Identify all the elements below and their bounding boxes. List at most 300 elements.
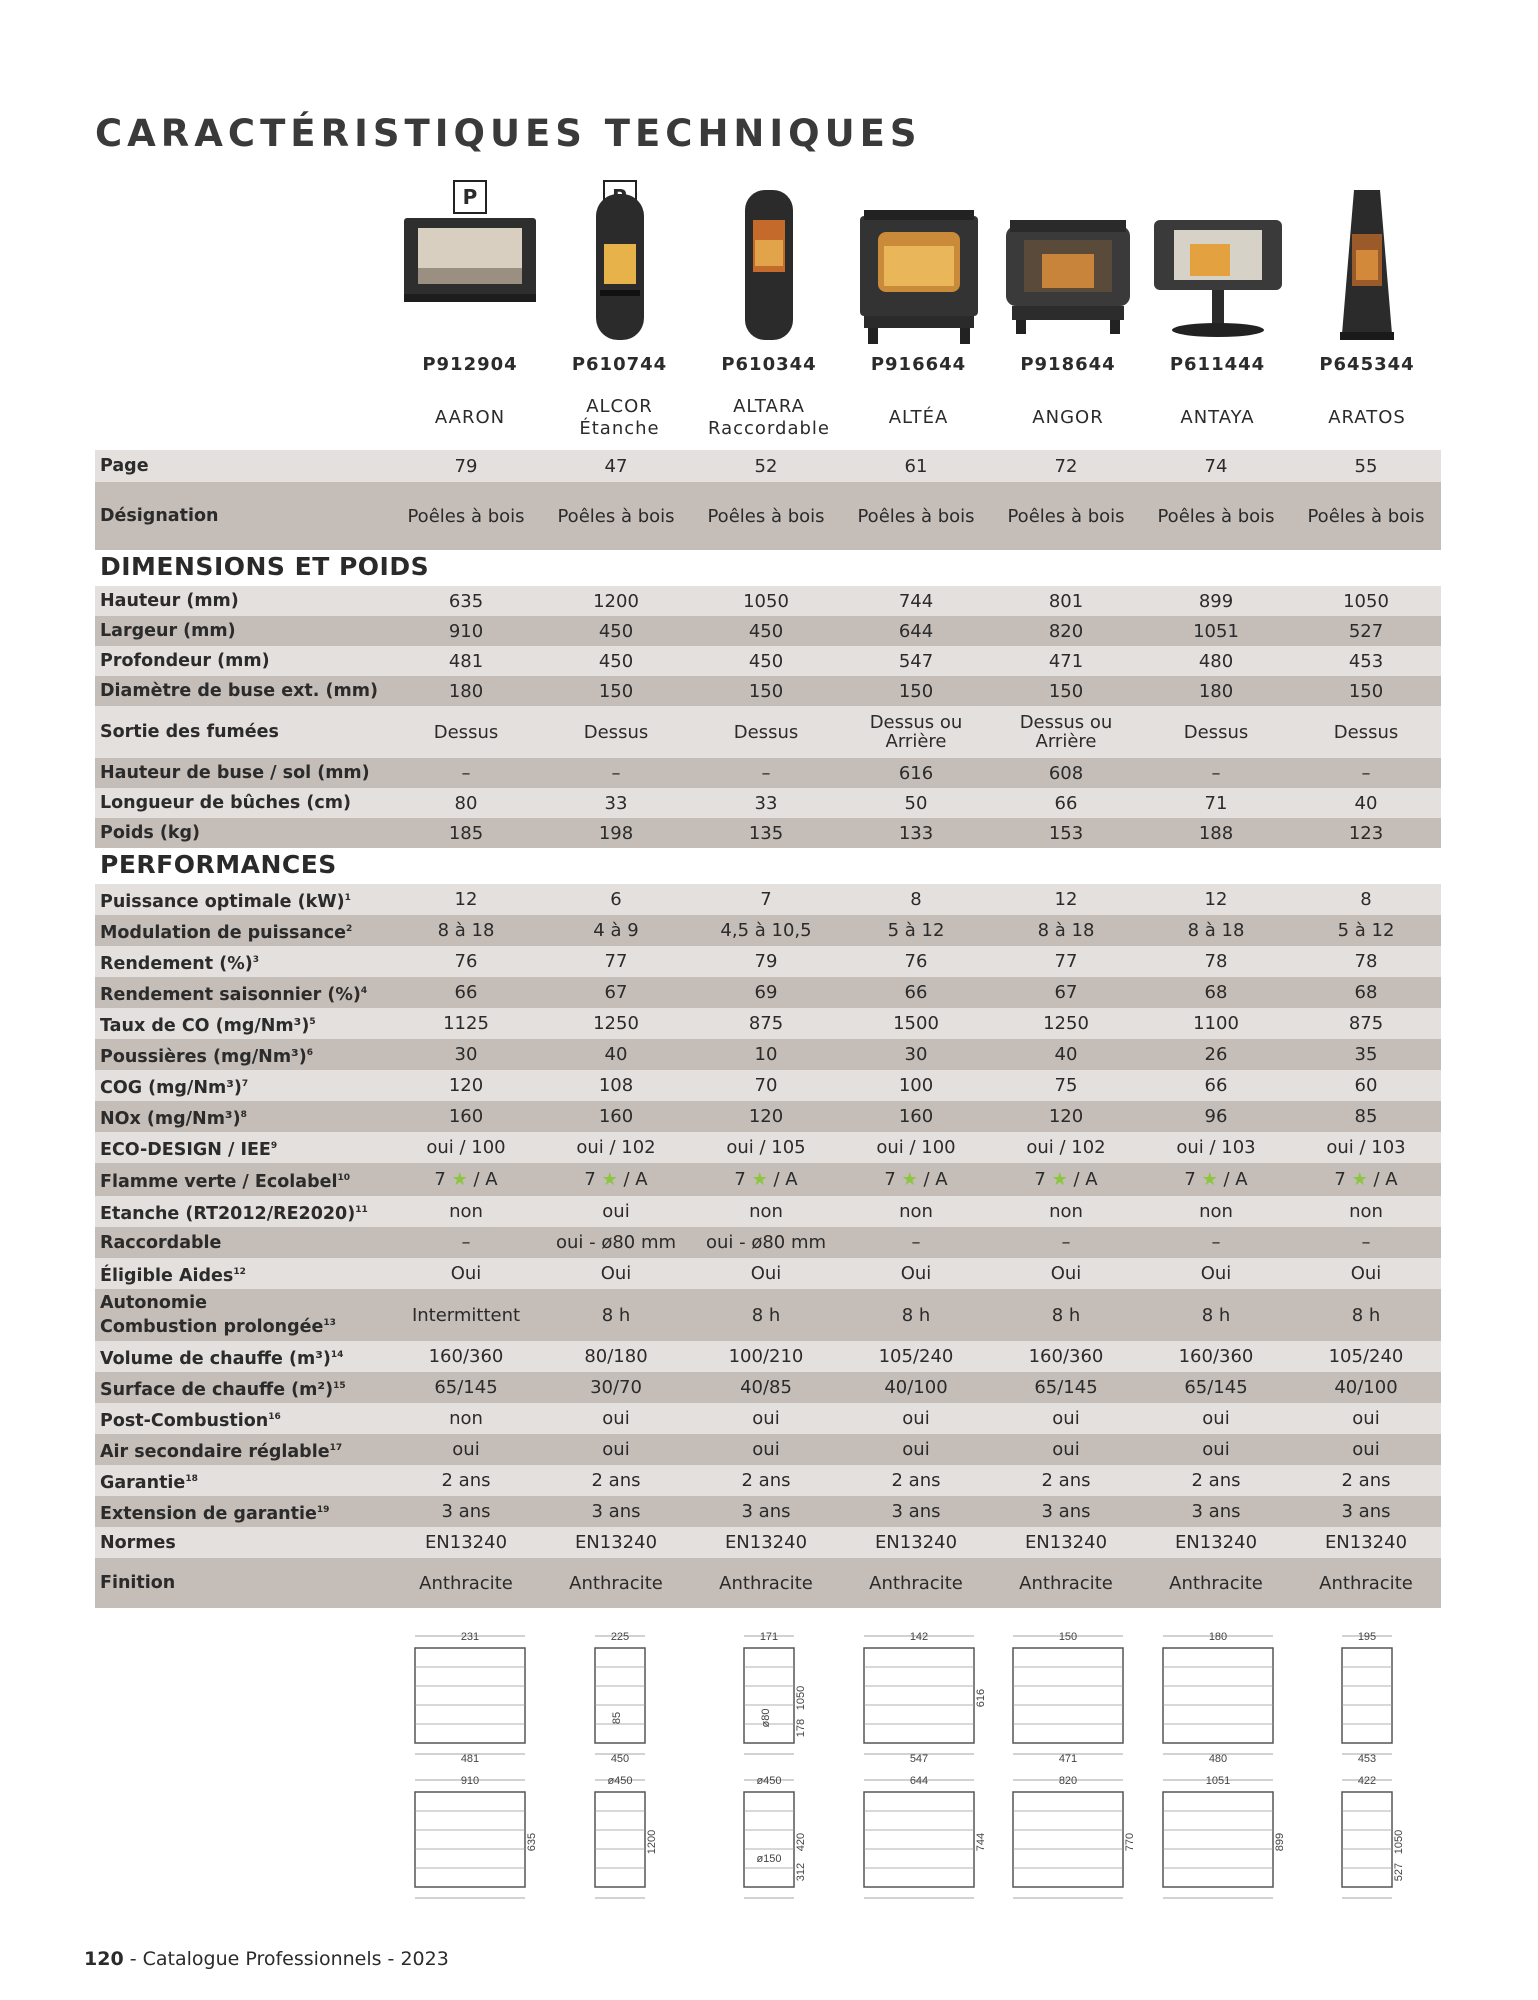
table-cell: 160 bbox=[898, 1106, 934, 1127]
table-cell: EN13240 bbox=[724, 1532, 808, 1553]
dimension-label: 547 bbox=[909, 1753, 928, 1765]
side-view-drawing bbox=[849, 1628, 989, 1768]
dimension-label: 820 bbox=[1058, 1775, 1078, 1787]
table-cell: 79 bbox=[454, 455, 478, 477]
table-cell: 65/145 bbox=[434, 1377, 498, 1398]
table-row bbox=[95, 1403, 1441, 1434]
table-cell: oui - ø80 mm bbox=[555, 1232, 677, 1253]
table-cell: 2 ans bbox=[591, 1470, 641, 1491]
table-cell: 899 bbox=[1198, 590, 1234, 612]
table-cell: – bbox=[461, 1232, 471, 1253]
table-cell: 72 bbox=[1054, 455, 1078, 477]
table-cell: oui bbox=[1352, 1408, 1380, 1429]
row-label: Flamme verte / Ecolabel$^{10}$ bbox=[100, 1171, 350, 1192]
table-cell: 67 bbox=[1054, 982, 1078, 1003]
dimension-label: 480 bbox=[1208, 1753, 1227, 1765]
dimension-label: 231 bbox=[460, 1631, 480, 1643]
table-cell: 160/360 bbox=[1028, 1346, 1104, 1367]
product-name: ALTÉA bbox=[888, 407, 949, 428]
table-cell: 105/240 bbox=[878, 1346, 954, 1367]
table-cell: non bbox=[899, 1201, 933, 1222]
table-cell: 180 bbox=[448, 680, 484, 702]
table-cell: 7 bbox=[760, 889, 772, 910]
table-cell: – bbox=[1061, 1232, 1071, 1253]
page-number: 120 bbox=[84, 1948, 124, 1970]
table-cell: 8 à 18 bbox=[437, 920, 495, 941]
table-cell: 40/100 bbox=[884, 1377, 948, 1398]
table-cell: 188 bbox=[1198, 822, 1234, 844]
table-cell: Oui bbox=[750, 1263, 782, 1284]
table-cell: Oui bbox=[1200, 1263, 1232, 1284]
row-label: Page bbox=[100, 456, 149, 476]
table-cell: Dessus bbox=[583, 721, 649, 743]
row-label: Air secondaire réglable$^{17}$ bbox=[100, 1441, 343, 1462]
row-label: ECO-DESIGN / IEE$^9$ bbox=[100, 1139, 278, 1160]
table-cell: 66 bbox=[454, 982, 478, 1003]
dimension-label: 527 bbox=[1393, 1862, 1405, 1882]
table-row bbox=[95, 1008, 1441, 1039]
table-cell: 3 ans bbox=[591, 1501, 641, 1522]
table-cell: 85 bbox=[1354, 1106, 1378, 1127]
table-cell: 450 bbox=[598, 650, 634, 672]
table-cell: 77 bbox=[604, 951, 628, 972]
table-cell: 3 ans bbox=[891, 1501, 941, 1522]
table-cell: 450 bbox=[748, 650, 784, 672]
table-cell: 40 bbox=[1054, 1044, 1078, 1065]
table-cell: 7 ★ / A bbox=[434, 1169, 498, 1190]
table-cell: 12 bbox=[1204, 889, 1228, 910]
table-cell: 33 bbox=[604, 792, 628, 814]
front-view-drawing bbox=[998, 1772, 1138, 1912]
table-cell: oui bbox=[902, 1408, 930, 1429]
table-row bbox=[95, 1289, 1441, 1341]
table-cell: non bbox=[1349, 1201, 1383, 1222]
table-cell: 120 bbox=[748, 1106, 784, 1127]
table-cell: 875 bbox=[748, 1013, 784, 1034]
footer-text: - Catalogue Professionnels - 2023 bbox=[123, 1948, 449, 1970]
table-cell: oui bbox=[902, 1439, 930, 1460]
table-cell: – bbox=[1361, 762, 1371, 784]
stove-image bbox=[400, 206, 540, 310]
dimension-label: 312 bbox=[795, 1862, 807, 1882]
table-row bbox=[95, 616, 1441, 646]
table-row bbox=[95, 884, 1441, 915]
side-view-drawing bbox=[699, 1628, 839, 1768]
table-cell: 1100 bbox=[1193, 1013, 1239, 1034]
table-cell: EN13240 bbox=[574, 1532, 658, 1553]
dimension-label: ø450 bbox=[606, 1775, 633, 1787]
front-view-drawing bbox=[699, 1772, 839, 1912]
table-cell: 12 bbox=[454, 889, 478, 910]
table-cell: non bbox=[449, 1408, 483, 1429]
dimension-label: 85 bbox=[610, 1711, 623, 1725]
table-cell: 6 bbox=[610, 889, 622, 910]
table-cell: 547 bbox=[898, 650, 934, 672]
row-label: Taux de CO $(mg/Nm^3)^5$ bbox=[100, 1015, 316, 1036]
table-cell: 30 bbox=[454, 1044, 478, 1065]
table-cell: oui / 103 bbox=[1326, 1137, 1406, 1158]
dimension-label: 910 bbox=[460, 1775, 480, 1787]
row-label: Surface de chauffe $(m^2)^{15}$ bbox=[100, 1379, 346, 1400]
table-cell: Oui bbox=[450, 1263, 482, 1284]
table-cell: 7 ★ / A bbox=[1334, 1169, 1398, 1190]
table-cell: 8 h bbox=[1051, 1304, 1081, 1326]
table-cell: 2 ans bbox=[1341, 1470, 1391, 1491]
product-name: ARATOS bbox=[1328, 407, 1406, 428]
table-row bbox=[95, 1434, 1441, 1465]
table-cell: 910 bbox=[448, 620, 484, 642]
table-cell: 50 bbox=[904, 792, 928, 814]
table-cell: 8 bbox=[1360, 889, 1372, 910]
table-row bbox=[95, 676, 1441, 706]
stove-image bbox=[998, 206, 1138, 340]
table-cell: 2 ans bbox=[891, 1470, 941, 1491]
table-cell: Dessus bbox=[1183, 721, 1249, 743]
table-cell: oui / 102 bbox=[1026, 1137, 1106, 1158]
table-cell: 5 à 12 bbox=[887, 920, 945, 941]
table-row bbox=[95, 977, 1441, 1008]
front-view-drawing bbox=[849, 1772, 989, 1912]
table-row bbox=[95, 1132, 1441, 1163]
table-row bbox=[95, 482, 1441, 550]
dimension-label: 1051 bbox=[1205, 1775, 1230, 1787]
table-cell: 68 bbox=[1204, 982, 1228, 1003]
table-cell: 480 bbox=[1198, 650, 1234, 672]
table-cell: 7 ★ / A bbox=[584, 1169, 648, 1190]
product-code: P912904 bbox=[422, 354, 518, 375]
table-cell: oui bbox=[1052, 1439, 1080, 1460]
table-row bbox=[95, 1039, 1441, 1070]
row-label: NOx $(mg/Nm^3)^8$ bbox=[100, 1108, 247, 1129]
row-label: Largeur (mm) bbox=[100, 621, 236, 641]
table-row bbox=[95, 1372, 1441, 1403]
table-cell: 1050 bbox=[1343, 590, 1389, 612]
table-cell: non bbox=[1199, 1201, 1233, 1222]
table-cell: Poêles à bois bbox=[707, 505, 825, 527]
row-label: Longueur de bûches (cm) bbox=[100, 793, 351, 813]
dimension-label: ø80 bbox=[760, 1708, 772, 1728]
product-code: P918644 bbox=[1020, 354, 1116, 375]
table-cell: 185 bbox=[448, 822, 484, 844]
page-footer bbox=[84, 1948, 449, 1970]
row-label: Profondeur (mm) bbox=[100, 651, 270, 671]
table-cell: 2 ans bbox=[1041, 1470, 1091, 1491]
table-cell: 150 bbox=[598, 680, 634, 702]
table-cell: 1050 bbox=[743, 590, 789, 612]
dimension-label: ø150 bbox=[756, 1853, 782, 1865]
table-cell: 74 bbox=[1204, 455, 1228, 477]
table-cell: Anthracite bbox=[719, 1572, 813, 1594]
green-star-icon: ★ bbox=[1201, 1169, 1218, 1190]
front-view-drawing bbox=[550, 1772, 690, 1912]
table-cell: oui / 100 bbox=[426, 1137, 506, 1158]
product-code: P645344 bbox=[1319, 354, 1415, 375]
dimension-label: 770 bbox=[1124, 1832, 1136, 1852]
row-label: Puissance optimale (kW)$^1$ bbox=[100, 891, 351, 912]
table-cell: 2 ans bbox=[741, 1470, 791, 1491]
table-cell: 4 à 9 bbox=[593, 920, 639, 941]
table-cell: EN13240 bbox=[1324, 1532, 1408, 1553]
dimension-label: 171 bbox=[759, 1631, 779, 1643]
table-cell: 123 bbox=[1348, 822, 1384, 844]
table-cell: 71 bbox=[1204, 792, 1228, 814]
table-cell: 105/240 bbox=[1328, 1346, 1404, 1367]
table-cell: oui bbox=[602, 1201, 630, 1222]
stove-image bbox=[854, 206, 984, 350]
table-cell: 3 ans bbox=[1341, 1501, 1391, 1522]
table-row bbox=[95, 1258, 1441, 1289]
table-cell: 70 bbox=[754, 1075, 778, 1096]
table-row bbox=[95, 758, 1441, 788]
table-cell: 3 ans bbox=[741, 1501, 791, 1522]
table-cell: 8 h bbox=[601, 1304, 631, 1326]
side-view-drawing bbox=[1148, 1628, 1288, 1768]
table-cell: 65/145 bbox=[1184, 1377, 1248, 1398]
table-cell: 135 bbox=[748, 822, 784, 844]
row-label: Normes bbox=[100, 1532, 176, 1553]
product-name: ANGOR bbox=[1032, 407, 1104, 428]
table-cell: – bbox=[1361, 1232, 1371, 1253]
green-star-icon: ★ bbox=[901, 1169, 918, 1190]
table-cell: 744 bbox=[898, 590, 934, 612]
table-cell: Oui bbox=[900, 1263, 932, 1284]
table-cell: Anthracite bbox=[869, 1572, 963, 1594]
green-star-icon: ★ bbox=[1351, 1169, 1368, 1190]
table-cell: 30 bbox=[904, 1044, 928, 1065]
table-cell: oui bbox=[752, 1439, 780, 1460]
table-row bbox=[95, 1465, 1441, 1496]
table-row bbox=[95, 1527, 1441, 1558]
row-label: Finition bbox=[100, 1573, 176, 1593]
table-cell: Intermittent bbox=[411, 1304, 521, 1326]
product-code: P610344 bbox=[721, 354, 817, 375]
row-label: Hauteur (mm) bbox=[100, 591, 239, 611]
table-cell: 8 à 18 bbox=[1187, 920, 1245, 941]
table-cell: 160 bbox=[598, 1106, 634, 1127]
table-cell: 66 bbox=[1054, 792, 1078, 814]
side-view-drawing bbox=[550, 1628, 690, 1768]
table-cell: 875 bbox=[1348, 1013, 1384, 1034]
table-cell: Poêles à bois bbox=[1307, 505, 1425, 527]
table-cell: 100/210 bbox=[728, 1346, 804, 1367]
table-cell: oui bbox=[1202, 1439, 1230, 1460]
dimension-label: 635 bbox=[526, 1832, 538, 1852]
green-star-icon: ★ bbox=[601, 1169, 618, 1190]
table-cell: 120 bbox=[1048, 1106, 1084, 1127]
table-cell: oui bbox=[602, 1439, 630, 1460]
table-cell: 60 bbox=[1354, 1075, 1378, 1096]
table-row bbox=[95, 1496, 1441, 1527]
table-cell: Oui bbox=[1050, 1263, 1082, 1284]
dimension-label: 225 bbox=[610, 1631, 629, 1643]
table-cell: 8 h bbox=[1201, 1304, 1231, 1326]
green-star-icon: ★ bbox=[751, 1169, 768, 1190]
table-cell: 8 bbox=[910, 889, 922, 910]
dimension-label: 178 bbox=[795, 1718, 807, 1738]
row-label: Modulation de puissance$^2$ bbox=[100, 922, 353, 943]
row-label: Diamètre de buse ext. (mm) bbox=[100, 681, 378, 701]
table-row bbox=[95, 450, 1441, 482]
front-view-drawing bbox=[1297, 1772, 1437, 1912]
row-label: COG $(mg/Nm^3)^7$ bbox=[100, 1077, 249, 1098]
table-cell: Poêles à bois bbox=[1007, 505, 1125, 527]
table-row bbox=[95, 706, 1441, 758]
dimension-label: 616 bbox=[974, 1688, 987, 1708]
table-row bbox=[95, 1101, 1441, 1132]
section-header-performances: PERFORMANCES bbox=[100, 850, 337, 879]
table-cell: 8 h bbox=[751, 1304, 781, 1326]
table-cell: 76 bbox=[454, 951, 478, 972]
table-cell: 75 bbox=[1054, 1075, 1078, 1096]
premium-badge: P bbox=[453, 180, 487, 214]
table-cell: 4,5 à 10,5 bbox=[720, 920, 812, 941]
row-label: Poids (kg) bbox=[100, 823, 201, 843]
table-cell: 100 bbox=[898, 1075, 934, 1096]
table-cell: Poêles à bois bbox=[407, 505, 525, 527]
table-cell: 96 bbox=[1204, 1106, 1228, 1127]
dimension-label: 422 bbox=[1357, 1775, 1377, 1787]
table-cell: 150 bbox=[1348, 680, 1384, 702]
table-cell: Dessus bbox=[1333, 721, 1399, 743]
row-label: Sortie des fumées bbox=[100, 722, 279, 742]
table-cell: 61 bbox=[904, 455, 928, 477]
table-row bbox=[95, 1196, 1441, 1227]
table-cell: 1500 bbox=[893, 1013, 939, 1034]
table-cell: 76 bbox=[904, 951, 928, 972]
table-cell: 160 bbox=[448, 1106, 484, 1127]
table-cell: Dessus ou Arrière bbox=[1019, 712, 1113, 752]
table-cell: 3 ans bbox=[441, 1501, 491, 1522]
table-cell: 453 bbox=[1348, 650, 1384, 672]
green-star-icon: ★ bbox=[1051, 1169, 1068, 1190]
table-cell: 471 bbox=[1048, 650, 1084, 672]
table-cell: 644 bbox=[898, 620, 934, 642]
table-cell: Dessus bbox=[433, 721, 499, 743]
table-row bbox=[95, 1070, 1441, 1101]
table-cell: 2 ans bbox=[1191, 1470, 1241, 1491]
row-label: Éligible Aides$^{12}$ bbox=[100, 1265, 246, 1286]
table-cell: oui / 102 bbox=[576, 1137, 656, 1158]
table-cell: 820 bbox=[1048, 620, 1084, 642]
table-cell: 69 bbox=[754, 982, 778, 1003]
table-cell: 47 bbox=[604, 455, 628, 477]
row-label: Autonomie Combustion prolongée$^{13}$ bbox=[100, 1293, 336, 1337]
dimension-label: 481 bbox=[460, 1753, 480, 1765]
table-cell: 1125 bbox=[443, 1013, 489, 1034]
table-cell: oui bbox=[452, 1439, 480, 1460]
table-row bbox=[95, 586, 1441, 616]
table-cell: Poêles à bois bbox=[557, 505, 675, 527]
table-cell: Anthracite bbox=[1169, 1572, 1263, 1594]
table-row bbox=[95, 915, 1441, 946]
table-cell: – bbox=[611, 762, 621, 784]
table-cell: EN13240 bbox=[874, 1532, 958, 1553]
table-cell: 608 bbox=[1048, 762, 1084, 784]
table-cell: 8 h bbox=[1351, 1304, 1381, 1326]
table-cell: 1200 bbox=[593, 590, 639, 612]
table-cell: Anthracite bbox=[419, 1572, 513, 1594]
table-row bbox=[95, 1163, 1441, 1196]
side-view-drawing bbox=[400, 1628, 540, 1768]
table-row bbox=[95, 646, 1441, 676]
row-label: Hauteur de buse / sol (mm) bbox=[100, 763, 370, 783]
table-cell: EN13240 bbox=[424, 1532, 508, 1553]
dimension-label: 471 bbox=[1058, 1753, 1078, 1765]
product-code: P610744 bbox=[571, 354, 668, 375]
front-view-drawing bbox=[1148, 1772, 1288, 1912]
table-cell: 40/100 bbox=[1334, 1377, 1398, 1398]
table-cell: oui bbox=[752, 1408, 780, 1429]
table-cell: Poêles à bois bbox=[857, 505, 975, 527]
table-cell: – bbox=[461, 762, 471, 784]
table-cell: oui bbox=[1352, 1439, 1380, 1460]
table-cell: 180 bbox=[1198, 680, 1234, 702]
row-label: Rendement (%)$^3$ bbox=[100, 953, 260, 974]
dimension-label: 744 bbox=[974, 1832, 987, 1852]
table-cell: 7 ★ / A bbox=[1034, 1169, 1098, 1190]
dimension-label: 150 bbox=[1058, 1631, 1078, 1643]
table-cell: Dessus bbox=[733, 721, 799, 743]
table-cell: 10 bbox=[754, 1044, 778, 1065]
table-cell: 801 bbox=[1048, 590, 1084, 612]
table-cell: 7 ★ / A bbox=[734, 1169, 798, 1190]
stove-image bbox=[1332, 184, 1402, 348]
row-label: Volume de chauffe $(m^3)^{14}$ bbox=[100, 1348, 344, 1369]
table-cell: Dessus ou Arrière bbox=[869, 712, 963, 752]
table-cell: 67 bbox=[604, 982, 628, 1003]
table-cell: Oui bbox=[1350, 1263, 1382, 1284]
table-cell: 108 bbox=[598, 1075, 634, 1096]
table-cell: 40 bbox=[1354, 792, 1378, 814]
table-cell: 5 à 12 bbox=[1337, 920, 1395, 941]
table-cell: 68 bbox=[1354, 982, 1378, 1003]
table-cell: oui / 103 bbox=[1176, 1137, 1256, 1158]
table-cell: 66 bbox=[1204, 1075, 1228, 1096]
table-cell: oui bbox=[1052, 1408, 1080, 1429]
dimension-label: 1050 bbox=[1393, 1829, 1405, 1855]
product-name: ALCOR Étanche bbox=[579, 396, 660, 439]
table-row bbox=[95, 818, 1441, 848]
table-cell: 79 bbox=[754, 951, 778, 972]
table-cell: 80/180 bbox=[584, 1346, 648, 1367]
row-label: Désignation bbox=[100, 506, 219, 526]
table-cell: 450 bbox=[598, 620, 634, 642]
dimension-label: 1050 bbox=[795, 1685, 807, 1711]
table-cell: 65/145 bbox=[1034, 1377, 1098, 1398]
table-row bbox=[95, 1227, 1441, 1258]
table-cell: 160/360 bbox=[1178, 1346, 1254, 1367]
dimension-label: ø450 bbox=[756, 1775, 782, 1787]
table-cell: 7 ★ / A bbox=[1184, 1169, 1248, 1190]
table-cell: – bbox=[911, 1232, 921, 1253]
table-cell: non bbox=[1049, 1201, 1083, 1222]
table-cell: 8 h bbox=[901, 1304, 931, 1326]
product-code: P611444 bbox=[1169, 354, 1266, 375]
dimension-label: 420 bbox=[795, 1832, 807, 1852]
table-cell: 78 bbox=[1354, 951, 1378, 972]
table-cell: 616 bbox=[898, 762, 934, 784]
table-cell: – bbox=[1211, 762, 1221, 784]
table-cell: 7 ★ / A bbox=[884, 1169, 948, 1190]
row-label: Etanche $(RT2012/RE2020)^{11}$ bbox=[100, 1203, 368, 1224]
table-cell: 8 à 18 bbox=[1037, 920, 1095, 941]
table-cell: 527 bbox=[1348, 620, 1384, 642]
table-cell: 52 bbox=[754, 455, 778, 477]
table-cell: 635 bbox=[448, 590, 484, 612]
table-cell: 1250 bbox=[593, 1013, 639, 1034]
table-row bbox=[95, 788, 1441, 818]
table-cell: Oui bbox=[600, 1263, 632, 1284]
